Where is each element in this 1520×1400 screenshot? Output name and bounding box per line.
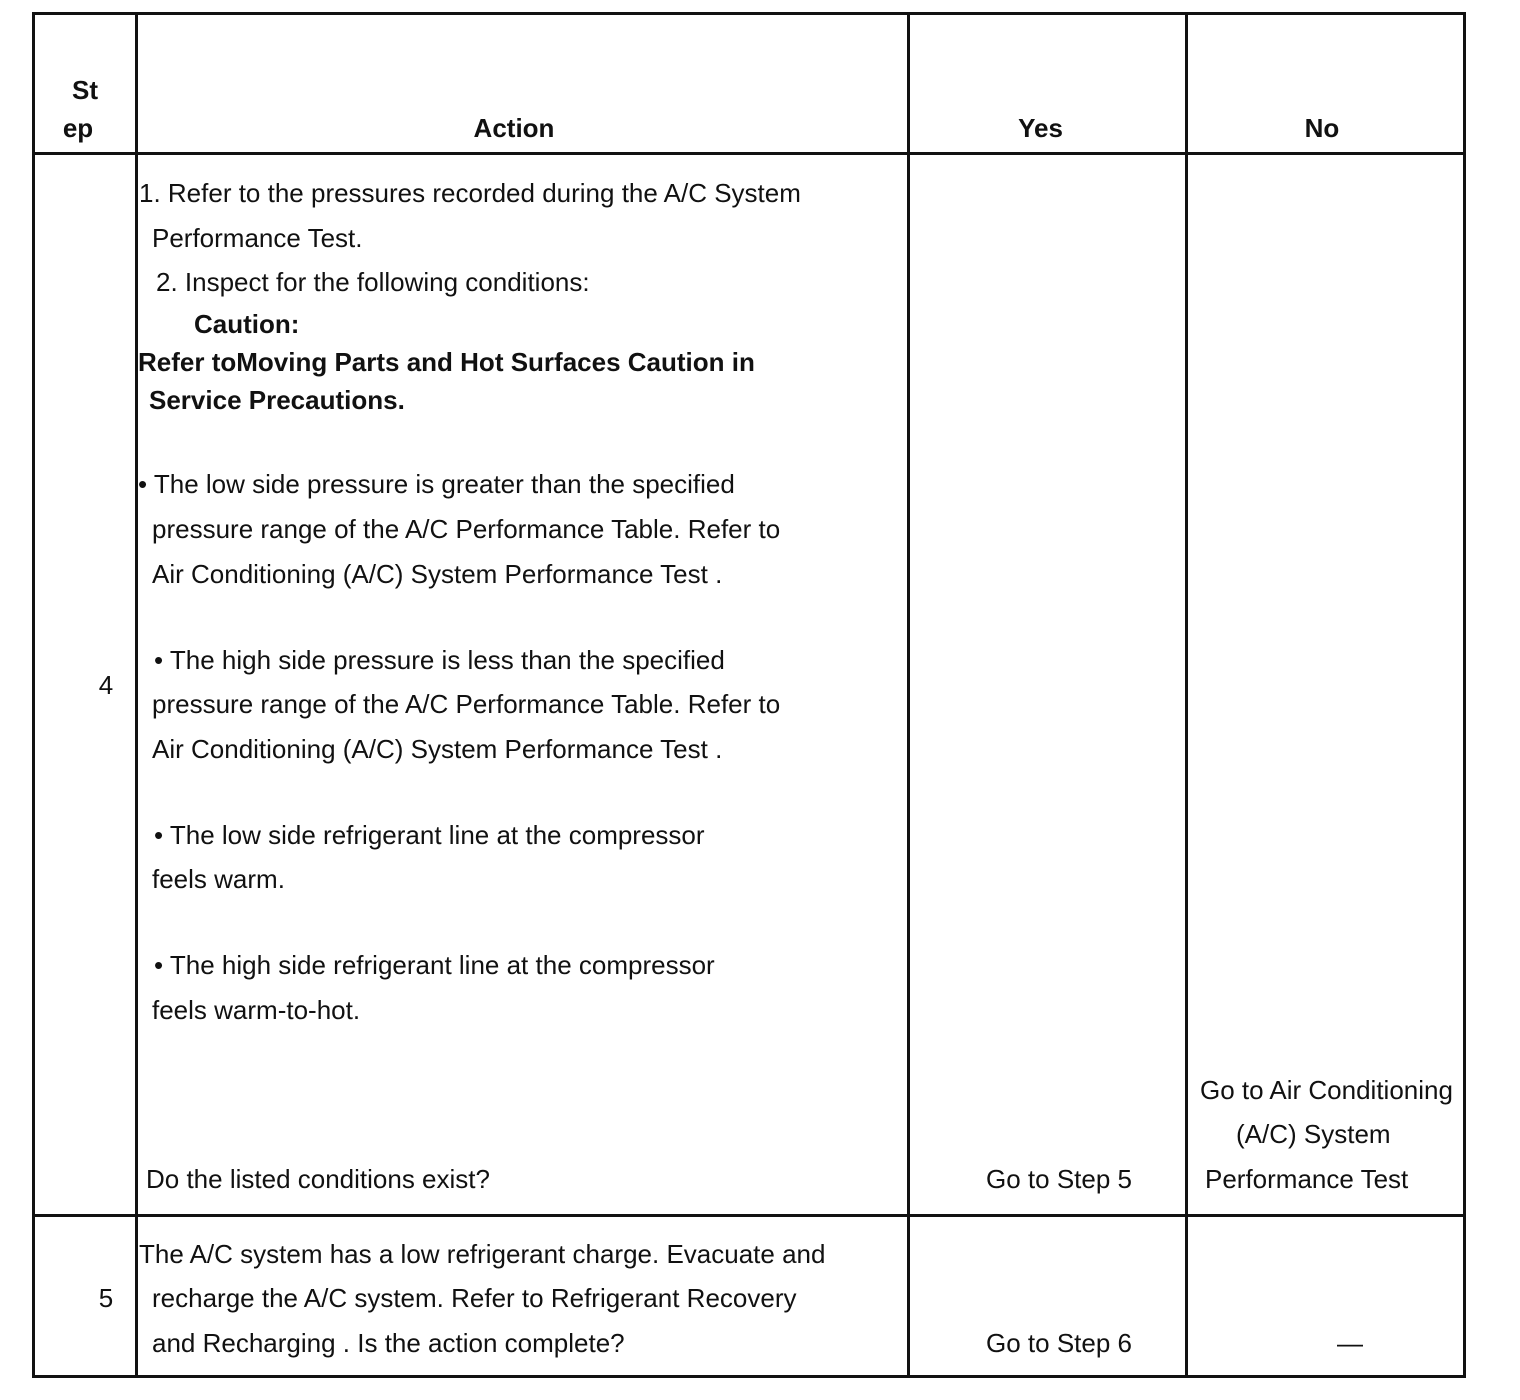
no-result-line2: (A/C) System: [1236, 1119, 1391, 1149]
yes-result: Go to Step 6: [986, 1328, 1132, 1358]
action-line1: The A/C system has a low refrigerant charge. Evacuate and: [139, 1239, 826, 1269]
column-divider-yes-no: [1185, 15, 1188, 1375]
header-action: Action: [473, 113, 555, 143]
action-item2: 2. Inspect for the following conditions:: [156, 267, 590, 297]
no-result-line3: Performance Test: [1205, 1164, 1409, 1194]
caution-line1: Refer toMoving Parts and Hot Surfaces Caution in: [138, 347, 755, 377]
step-number: 4: [98, 670, 114, 700]
bullet1-line2: pressure range of the A/C Performance Table. Refer to: [152, 514, 781, 544]
column-divider-step-action: [135, 15, 138, 1375]
row-divider: [35, 1214, 1463, 1217]
action-item1-line1: 1. Refer to the pressures recorded during the A/C System: [139, 178, 801, 208]
header-step-line1: St: [72, 75, 98, 105]
bullet1-line3: Air Conditioning (A/C) System Performance Test .: [152, 559, 723, 589]
action-line2: recharge the A/C system. Refer to Refrigerant Recovery: [152, 1283, 797, 1313]
action-question: Do the listed conditions exist?: [146, 1164, 490, 1194]
bullet2-line3: Air Conditioning (A/C) System Performance Test .: [152, 734, 723, 764]
bullet1-line1: • The low side pressure is greater than the specified: [138, 469, 735, 499]
no-result-line1: Go to Air Conditioning: [1200, 1075, 1453, 1105]
diagnostic-table: [32, 12, 1466, 1378]
header-no: No: [1304, 113, 1340, 143]
bullet3-line1: • The low side refrigerant line at the compressor: [154, 820, 705, 850]
header-divider: [35, 152, 1463, 155]
no-result: —: [1337, 1328, 1363, 1358]
bullet3-line2: feels warm.: [152, 864, 285, 894]
bullet2-line2: pressure range of the A/C Performance Table. Refer to: [152, 689, 781, 719]
header-step-line2: ep: [62, 113, 94, 143]
bullet2-line1: • The high side pressure is less than the specified: [154, 645, 725, 675]
column-divider-action-yes: [907, 15, 910, 1375]
header-yes: Yes: [1018, 113, 1063, 143]
action-item1-line2: Performance Test.: [152, 223, 363, 253]
step-number: 5: [98, 1283, 114, 1313]
action-line3: and Recharging . Is the action complete?: [152, 1328, 625, 1358]
bullet4-line1: • The high side refrigerant line at the compressor: [154, 950, 715, 980]
bullet4-line2: feels warm-to-hot.: [152, 995, 361, 1025]
caution-line2: Service Precautions.: [149, 385, 405, 415]
caution-label: Caution:: [194, 309, 300, 339]
yes-result: Go to Step 5: [986, 1164, 1132, 1194]
